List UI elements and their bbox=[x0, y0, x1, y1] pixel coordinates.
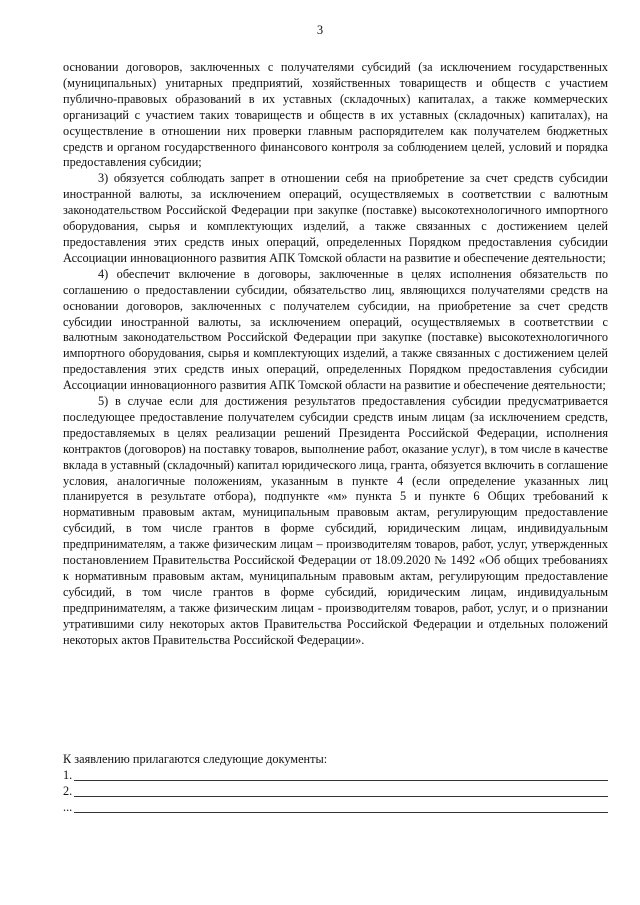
blank-fill-line bbox=[74, 780, 608, 781]
document-body bbox=[63, 60, 608, 649]
attachment-line bbox=[63, 784, 608, 800]
paragraph-continuation: основании договоров, заключенных с получателями субсидий (за исключением государственных (муниципальных) унитарных предприятий, хозяйственных товариществ и обществ с участием публично-правовых образований в их уставных (складочных) капиталах, а также коммерческих организаций с участием таких товариществ и обществ в их уставных (складочных) капиталах), на осуществление в отношении них проверки главным распорядителем как получателем бюджетных средств и органом государственного финансового контроля за соблюдением целей, условий и порядка предоставления субсидии; bbox=[63, 60, 608, 170]
attachments-title: К заявлению прилагаются следующие документы: bbox=[63, 752, 328, 766]
attachment-number: 2. bbox=[63, 783, 73, 798]
attachment-number: 1. bbox=[63, 767, 73, 782]
blank-fill-line bbox=[74, 812, 608, 813]
attachment-number: ... bbox=[63, 799, 73, 814]
page-number: 3 bbox=[316, 23, 324, 37]
attachments-section bbox=[63, 752, 608, 816]
paragraph-item-5: 5) в случае если для достижения результатов предоставления субсидии предусматривается последующее предоставление получателем субсидии средств иным лицам (за исключением средств, предоставляемых в целях реализации решений Президента Российской Федерации, исполнения контрактов (договоров) на поставку товаров, выполнение работ, оказание услуг), в том числе в качестве вклада в уставный (складочный) капитал юридического лица, гранта, обязуется включить в соглашение условия, аналогичные положениям, указанным в пункте 4 (если определение указанных лиц планируется в результате отбора), подпункте «м» пункта 5 и пункте 6 Общих требований к нормативным правовым актам, муниципальным правовым актам, регулирующим предоставление субсидий, в том числе грантов в форме субсидий, юридическим лицам, индивидуальным предпринимателям, а также физическим лицам – производителям товаров, работ, услуг, утвержденных постановлением Правительства Российской Федерации от 18.09.2020 № 1492 «Об общих требованиях к нормативным правовым актам, муниципальным правовым актам, регулирующим предоставление субсидий, в том числе грантов в форме субсидий, юридическим лицам, индивидуальным предпринимателям, а также физическим лицам - производителям товаров, работ, услуг, и о признании утратившими силу некоторых актов Правительства Российской Федерации и отдельных положений некоторых актов Правительства Российской Федерации». bbox=[63, 394, 608, 647]
paragraph-item-4: 4) обеспечит включение в договоры, заключенные в целях исполнения обязательств по соглашению о предоставлении субсидии, обязательство лиц, являющихся получателями средств на основании договоров, заключенных с получателем субсидии, на приобретение за счет средств субсидии иностранной валюты, за исключением операций, осуществляемых в соответствии с валютным законодательством Российской Федерации при закупке (поставке) высокотехнологичного импортного оборудования, сырья и комплектующих изделий, а также связанных с достижением целей предоставления этих средств иных операций, определенных Порядком предоставления субсидии Ассоциации инновационного развития АПК Томской области на развитие и обеспечение деятельности; bbox=[63, 266, 608, 393]
attachment-line bbox=[63, 800, 608, 816]
blank-fill-line bbox=[74, 796, 608, 797]
attachment-line bbox=[63, 768, 608, 784]
paragraph-item-3: 3) обязуется соблюдать запрет в отношении себя на приобретение за счет средств субсидии иностранной валюты, за исключением операций, осуществляемых в соответствии с валютным законодательством Российской Федерации при закупке (поставке) высокотехнологичного импортного оборудования, сырья и комплектующих изделий, а также связанных с достижением целей предоставления этих средств иных операций, определенных Порядком предоставления субсидии Ассоциации инновационного развития АПК Томской области на развитие и обеспечение деятельности; bbox=[63, 171, 608, 265]
